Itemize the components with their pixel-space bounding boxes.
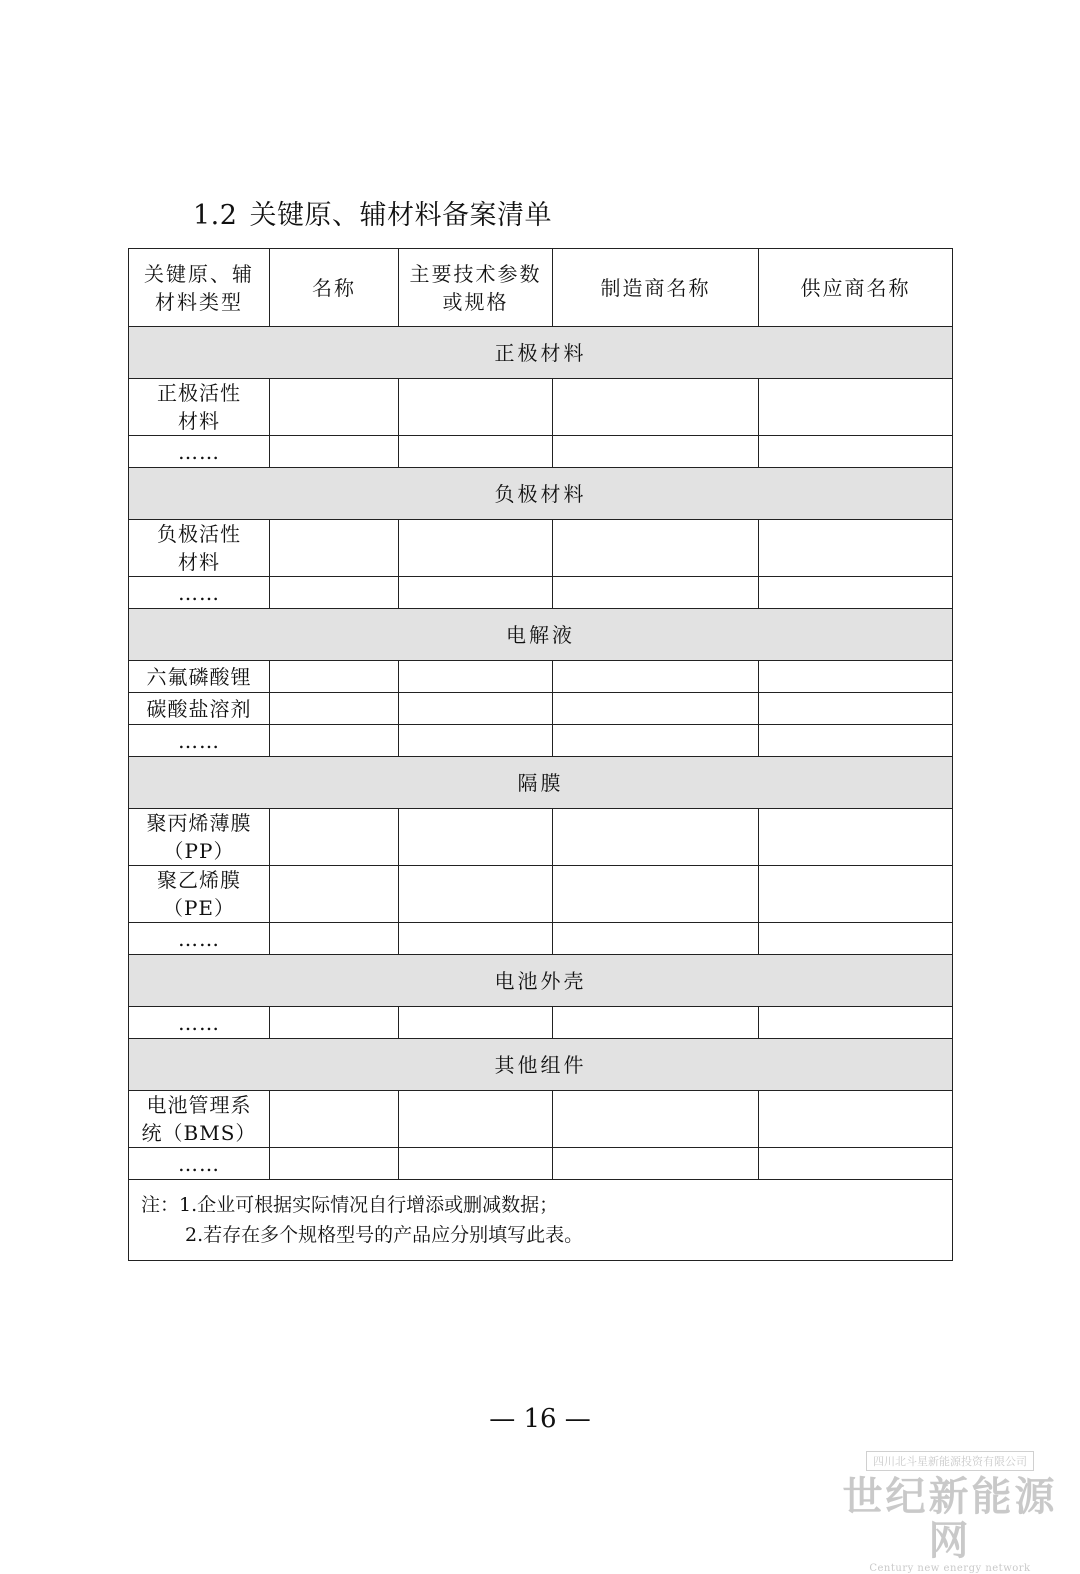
section-title [193,193,552,232]
header-material-type-line1: 关键原、辅 [144,261,254,286]
supplier-cell[interactable] [759,1091,953,1148]
name-cell[interactable] [270,693,399,725]
name-cell[interactable] [270,1007,399,1039]
material-type-cell [129,923,270,955]
supplier-cell[interactable] [759,436,953,468]
supplier-cell[interactable] [759,577,953,609]
note-line1: 注：1.企业可根据实际情况自行增添或删减数据； [141,1194,559,1216]
name-cell[interactable] [270,923,399,955]
manufacturer-cell[interactable] [553,379,759,436]
group-title: 电解液 [129,609,953,661]
material-type-line1: 聚乙烯膜 [157,868,241,892]
spec-cell[interactable] [399,520,553,577]
manufacturer-cell[interactable] [553,693,759,725]
material-type-line1: …… [178,1151,220,1176]
spec-cell[interactable] [399,436,553,468]
name-cell[interactable] [270,809,399,866]
material-type-cell [129,1148,270,1180]
name-cell[interactable] [270,1148,399,1180]
section-title-text: 关键原、辅材料备案清单 [249,200,552,231]
header-material-type-line2: 材料类型 [155,289,243,314]
table-row [129,436,953,468]
watermark-subtitle: Century new energy network [869,1563,1031,1574]
material-type-cell [129,1007,270,1039]
header-name: 名称 [270,249,399,327]
manufacturer-cell[interactable] [553,520,759,577]
name-cell[interactable] [270,520,399,577]
material-type-cell [129,379,270,436]
material-type-line1: 负极活性 [157,522,241,546]
material-type-line1: …… [178,926,220,951]
manufacturer-cell[interactable] [553,1148,759,1180]
header-supplier: 供应商名称 [759,249,953,327]
table-row [129,725,953,757]
name-cell[interactable] [270,379,399,436]
name-cell[interactable] [270,866,399,923]
spec-cell[interactable] [399,923,553,955]
material-type-line1: 六氟磷酸锂 [146,664,252,689]
watermark-main: 世纪新能源网 [842,1474,1058,1564]
supplier-cell[interactable] [759,866,953,923]
name-cell[interactable] [270,1091,399,1148]
material-type-cell [129,661,270,693]
spec-cell[interactable] [399,577,553,609]
name-cell[interactable] [270,725,399,757]
spec-cell[interactable] [399,1007,553,1039]
supplier-cell[interactable] [759,1007,953,1039]
material-type-line2: 材料 [178,409,220,433]
table-row [129,1091,953,1148]
group-title: 电池外壳 [129,955,953,1007]
supplier-cell[interactable] [759,809,953,866]
material-type-line2: （PE） [162,896,236,920]
material-type-cell [129,809,270,866]
materials-table-body [129,249,953,1261]
material-type-line1: …… [178,1010,220,1035]
spec-cell[interactable] [399,809,553,866]
material-type-cell [129,725,270,757]
group-row [129,757,953,809]
manufacturer-cell[interactable] [553,661,759,693]
note-cell [129,1180,953,1261]
material-type-cell [129,866,270,923]
group-title: 负极材料 [129,468,953,520]
supplier-cell[interactable] [759,661,953,693]
group-row [129,955,953,1007]
spec-cell[interactable] [399,866,553,923]
manufacturer-cell[interactable] [553,809,759,866]
table-row [129,866,953,923]
material-type-cell [129,1091,270,1148]
table-row [129,923,953,955]
name-cell[interactable] [270,436,399,468]
header-row [129,249,953,327]
manufacturer-cell[interactable] [553,1091,759,1148]
materials-table [128,248,953,1261]
table-row [129,1148,953,1180]
watermark-company: 四川北斗星新能源投资有限公司 [866,1451,1034,1471]
manufacturer-cell[interactable] [553,923,759,955]
name-cell[interactable] [270,577,399,609]
table-row [129,577,953,609]
material-type-line2: 材料 [178,550,220,574]
group-title: 隔膜 [129,757,953,809]
material-type-cell [129,436,270,468]
group-title: 其他组件 [129,1039,953,1091]
watermark [840,1450,1060,1574]
spec-cell[interactable] [399,693,553,725]
material-type-line1: 正极活性 [157,381,241,405]
group-title: 正极材料 [129,327,953,379]
manufacturer-cell[interactable] [553,866,759,923]
page-number: — 16 — [489,1404,591,1434]
group-row [129,1039,953,1091]
table-row [129,661,953,693]
spec-cell[interactable] [399,1148,553,1180]
section-number: 1.2 [193,200,238,231]
name-cell[interactable] [270,661,399,693]
material-type-cell [129,693,270,725]
supplier-cell[interactable] [759,520,953,577]
group-row [129,327,953,379]
supplier-cell[interactable] [759,725,953,757]
material-type-line2: 统（BMS） [141,1121,257,1145]
table-row [129,379,953,436]
supplier-cell[interactable] [759,1148,953,1180]
material-type-line1: …… [178,728,220,753]
material-type-line1: 碳酸盐溶剂 [146,696,252,721]
supplier-cell[interactable] [759,379,953,436]
material-type-line1: …… [178,580,220,605]
header-spec-line2: 或规格 [442,289,509,314]
material-type-line1: 电池管理系 [146,1093,252,1117]
table-row [129,1007,953,1039]
manufacturer-cell[interactable] [553,1007,759,1039]
spec-cell[interactable] [399,661,553,693]
manufacturer-cell[interactable] [553,725,759,757]
spec-cell[interactable] [399,1091,553,1148]
manufacturer-cell[interactable] [553,577,759,609]
header-material-type [129,249,270,327]
material-type-line2: （PP） [163,839,235,863]
manufacturer-cell[interactable] [553,436,759,468]
table-row [129,520,953,577]
note-line2: 2.若存在多个规格型号的产品应分别填写此表。 [185,1224,584,1246]
supplier-cell[interactable] [759,923,953,955]
material-type-cell [129,520,270,577]
note-row [129,1180,953,1261]
table-row [129,693,953,725]
spec-cell[interactable] [399,379,553,436]
header-spec [399,249,553,327]
header-spec-line1: 主要技术参数 [409,261,542,286]
table-row [129,809,953,866]
spec-cell[interactable] [399,725,553,757]
supplier-cell[interactable] [759,693,953,725]
material-type-line1: …… [178,439,220,464]
header-manufacturer: 制造商名称 [553,249,759,327]
material-type-cell [129,577,270,609]
material-type-line1: 聚丙烯薄膜 [146,811,252,835]
group-row [129,609,953,661]
group-row [129,468,953,520]
